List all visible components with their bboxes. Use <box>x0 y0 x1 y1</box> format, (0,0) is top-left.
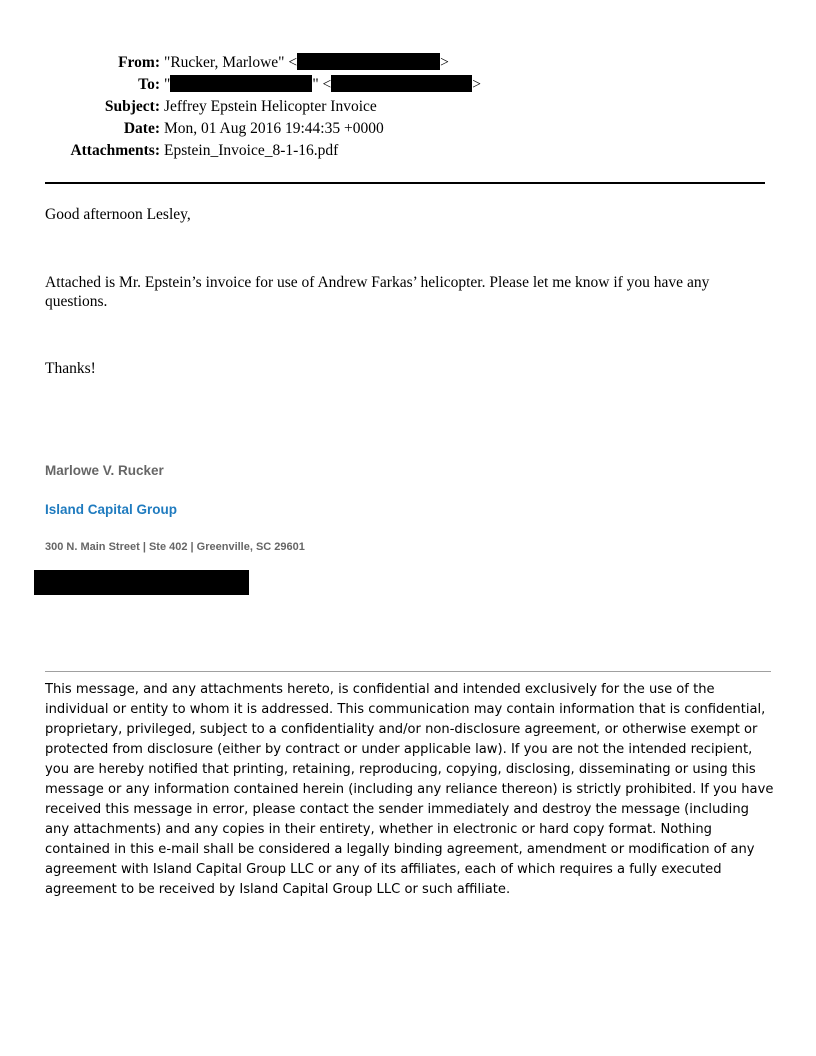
attachments-label: Attachments: <box>70 142 160 159</box>
redacted-block <box>34 570 249 595</box>
from-value <box>164 52 449 74</box>
subject-row <box>0 96 816 118</box>
redacted-name <box>170 75 312 92</box>
from-close: > <box>440 54 449 71</box>
attachment-link[interactable]: Epstein_Invoice_8-1-16.pdf <box>164 142 339 159</box>
from-row <box>0 52 816 74</box>
subject-value: Jeffrey Epstein Helicopter Invoice <box>164 98 377 115</box>
to-label: To: <box>138 76 160 93</box>
email-header <box>0 52 816 162</box>
to-close: > <box>472 76 482 93</box>
closing: Thanks! <box>45 360 96 377</box>
signature-name: Marlowe V. Rucker <box>45 463 164 478</box>
to-open: " <box>164 76 171 93</box>
from-label: From: <box>118 54 160 71</box>
to-value <box>164 74 481 96</box>
date-row <box>0 118 816 140</box>
attachments-row <box>0 140 816 162</box>
confidentiality-disclaimer: This message, and any attachments hereto, is confidential and intended exclusively for the use of the individual or entity to whom it is addressed. This communication may contain information that is confidential, proprietary, privileged, subject to a confidentiality and/or non-disclosure agreement, or otherwise exempt or protected from disclosure (either by contract or under applicable law). If you are not the intended recipient, you are hereby notified that printing, retaining, reproducing, copying, disclosing, disseminating or using this message or any information contained herein (including any reliance thereon) is strictly prohibited. If you have received this message in error, please contact the sender immediately and destroy the message (including any attachments) and any copies in their entirety, whether in electronic or hard copy format. Nothing contained in this e-mail shall be considered a legally binding agreement, amendment or modification of any agreement with Island Capital Group LLC or any of its affiliates, each of which requires a fully executed agreement to be received by Island Capital Group LLC or such affiliate. <box>45 682 774 897</box>
subject-label: Subject: <box>104 98 160 115</box>
signature-address: 300 N. Main Street | Ste 402 | Greenville, SC 29601 <box>45 541 305 553</box>
message-body: Attached is Mr. Epstein’s invoice for use of Andrew Farkas’ helicopter. Please let me know if you have any questions. <box>45 274 710 310</box>
from-sender: "Rucker, Marlowe" < <box>164 54 298 71</box>
signature-company: Island Capital Group <box>45 502 178 517</box>
redacted-email <box>331 75 472 92</box>
greeting: Good afternoon Lesley, <box>45 206 191 223</box>
redacted-email <box>297 53 440 70</box>
disclaimer-divider <box>45 671 771 672</box>
date-value: Mon, 01 Aug 2016 19:44:35 +0000 <box>164 120 384 137</box>
header-divider <box>45 182 765 184</box>
date-label: Date: <box>123 120 160 137</box>
to-row <box>0 74 816 96</box>
to-mid: " < <box>312 76 332 93</box>
